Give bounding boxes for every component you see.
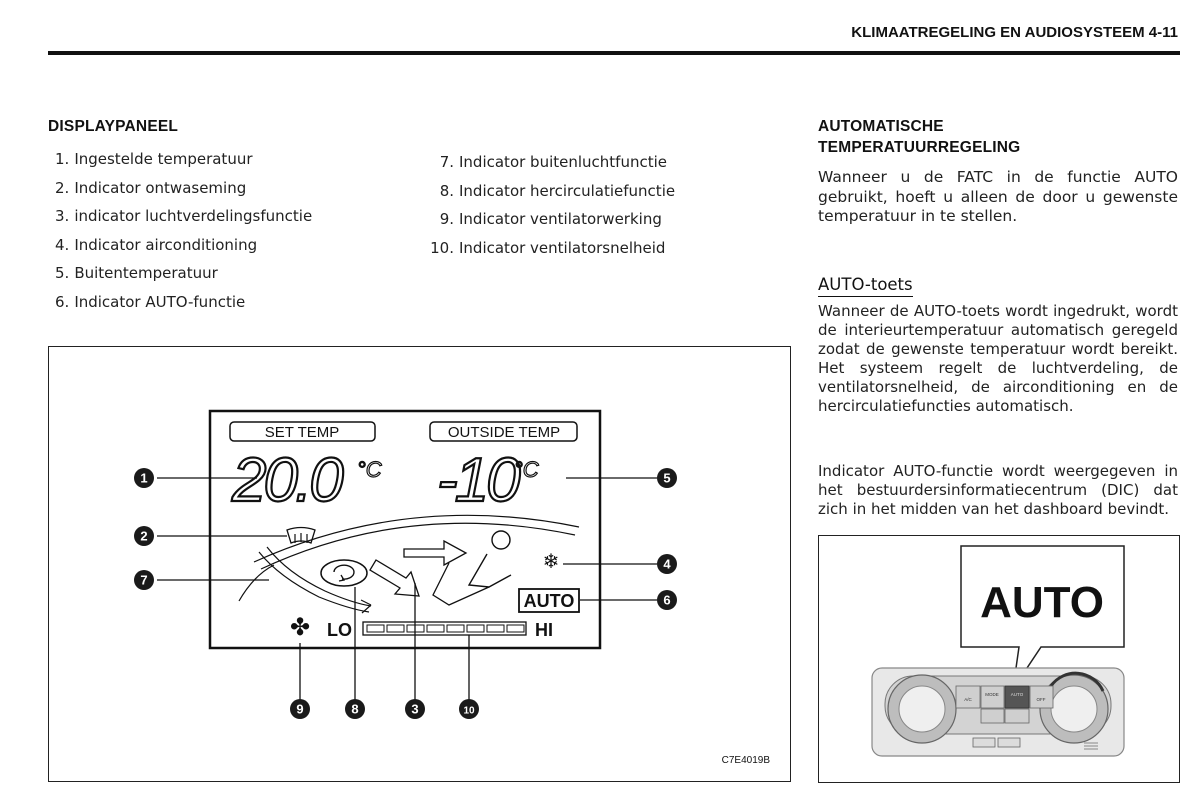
list-item: 6. Indicator AUTO-functie (55, 292, 246, 311)
list-item: 3. indicator luchtverdelingsfunctie (55, 207, 313, 226)
callout-number-6: 6 (663, 592, 671, 608)
list-item: 8. Indicator hercirculatiefunctie (439, 181, 676, 200)
auto-button-subheading: AUTO-toets (818, 275, 913, 297)
set-temp-value: 20.0 (232, 446, 341, 515)
fan-speed-segment (367, 625, 384, 632)
outside-temp-label: OUTSIDE TEMP (447, 424, 561, 441)
list-item: 5. Buitentemperatuur (55, 264, 218, 283)
callout-number-3: 3 (411, 701, 419, 717)
auto-indicator-paragraph: Indicator AUTO-functie wordt weergegeven in het bestuurdersinformatiecentrum (DIC) dat zich in het midden van het dashboard bevindt. (818, 462, 1178, 518)
auto-indicator: AUTO (523, 591, 575, 611)
recirculation-icon (321, 560, 367, 586)
auto-button (1005, 686, 1029, 708)
zoom-auto-label: AUTO (980, 578, 1104, 627)
airflow-arc-outer (254, 515, 579, 562)
set-temp-label: SET TEMP (264, 424, 340, 441)
svg-text:A/C: A/C (964, 697, 972, 702)
list-item: 1. Ingestelde temperatuur (55, 150, 253, 168)
callout-number-2: 2 (140, 528, 148, 544)
callout-number-1: 1 (140, 470, 148, 486)
auto-button-paragraph: Wanneer de AUTO-toets wordt ingedrukt, wordt de interieurtemperatuur automatisch geregeld zodat de gewenste temperatuur wordt bereikt. Het systeem regelt de luchtverdeling, de ventilatorsnelheid, de airconditioning en de hercirculatiefuncties automatisch. (818, 302, 1178, 415)
page-header-title: KLIMAATREGELING EN AUDIOSYSTEEM 4-11 (851, 24, 1178, 41)
mode-button (981, 686, 1004, 708)
fan-speed-segment (507, 625, 524, 632)
legend-list-left (55, 145, 312, 317)
svg-text:OFF: OFF (1036, 697, 1046, 702)
set-temp-unit: °C (357, 457, 382, 482)
airflow-arc-outer-inner (261, 523, 575, 569)
list-item: 10. Indicator ventilatorsnelheid (430, 238, 666, 257)
fan-speed-segment (487, 625, 504, 632)
display-panel-figure (48, 346, 791, 782)
auto-section-intro: Wanneer u de FATC in de functie AUTO gebruikt, hoeft u alleen de door u gewenste temperatuur in te stellen. (818, 168, 1178, 225)
fan-hi-label: HI (535, 620, 553, 640)
list-item: 4. Indicator airconditioning (55, 235, 258, 254)
svg-text:MODE: MODE (985, 692, 999, 697)
list-item: 9. Indicator ventilatorwerking (439, 210, 662, 229)
callout-number-7: 7 (140, 572, 148, 588)
air-distribution-icon (370, 531, 511, 605)
callout-number-8: 8 (351, 701, 359, 717)
fan-speed-segment (467, 625, 484, 632)
fan-lo-label: LO (327, 620, 352, 640)
fan-icon: ✤ (289, 614, 311, 641)
outside-temp-value: -10 (437, 446, 518, 515)
control-panel-photo (818, 535, 1180, 783)
list-item: 2. Indicator ontwaseming (55, 178, 247, 197)
header-rule (48, 51, 1180, 55)
fan-speed-segment (427, 625, 444, 632)
outside-temp-unit: °C (514, 457, 539, 482)
callout-number-10: 10 (463, 705, 475, 717)
defrost-icon (287, 528, 315, 544)
callout-number-9: 9 (296, 701, 304, 717)
display-panel-heading: DISPLAYPANEEL (48, 118, 179, 135)
fan-speed-segment (387, 625, 404, 632)
list-item: 7. Indicator buitenluchtfunctie (439, 153, 667, 171)
callout-number-5: 5 (663, 470, 671, 486)
legend-list-right (428, 148, 675, 262)
ac-snowflake-icon: ❄ (542, 551, 560, 573)
svg-text:AUTO: AUTO (1010, 692, 1024, 697)
callout-number-4: 4 (663, 556, 671, 572)
auto-section-heading: AUTOMATISCHE TEMPERATUURREGELING (818, 118, 1021, 156)
figure-code: C7E4019B (721, 755, 770, 766)
fan-speed-segment (447, 625, 464, 632)
fan-speed-bar (363, 622, 526, 635)
